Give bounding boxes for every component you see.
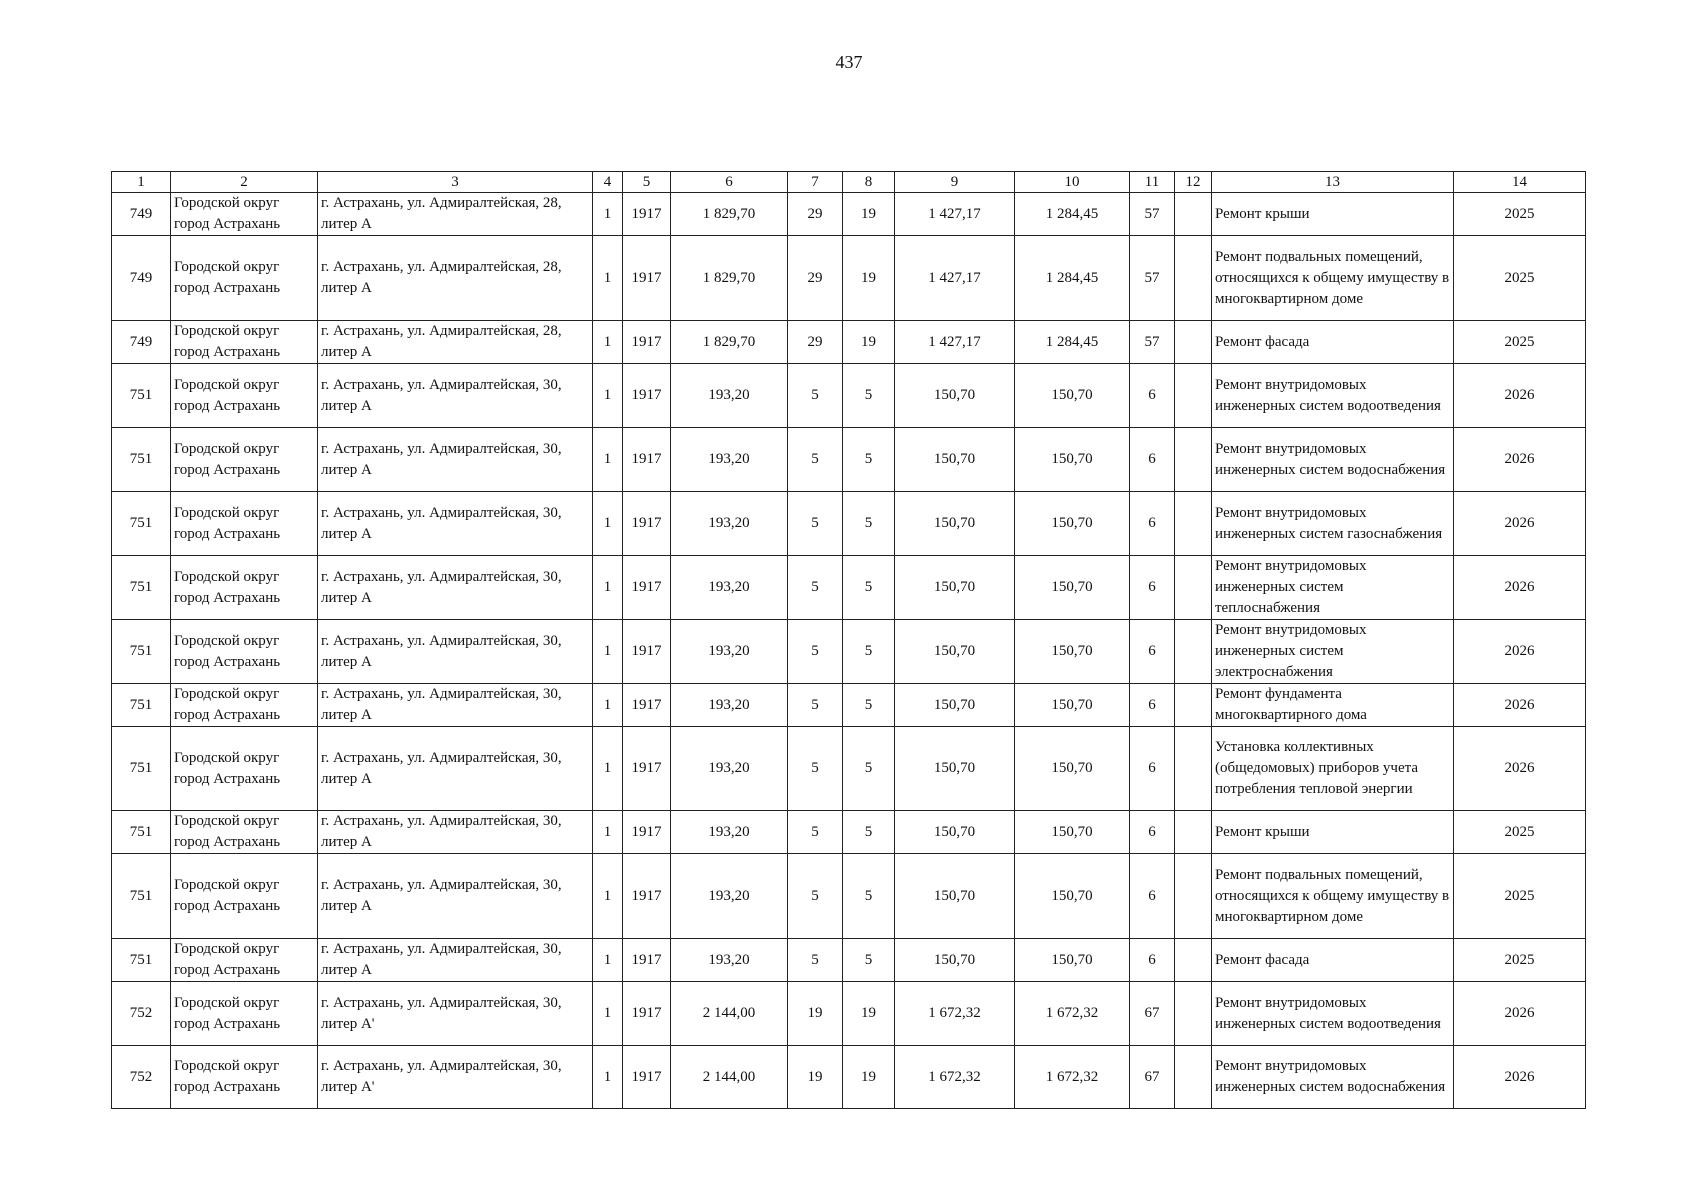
cell-total-area: 1 829,70 xyxy=(671,193,788,236)
cell-col-7-value: 5 xyxy=(788,727,843,811)
cell-total-area: 193,20 xyxy=(671,620,788,684)
cell-total-area: 193,20 xyxy=(671,364,788,428)
cell-year-built: 1917 xyxy=(623,492,671,556)
cell-planned-year: 2026 xyxy=(1454,364,1586,428)
cell-year-built: 1917 xyxy=(623,321,671,364)
cell-planned-year: 2026 xyxy=(1454,684,1586,727)
cell-address: г. Астрахань, ул. Адмиралтейская, 30, литер А xyxy=(318,620,593,684)
cell-col-10-value: 1 284,45 xyxy=(1015,236,1130,321)
cell-municipality: Городской округ город Астрахань xyxy=(171,556,318,620)
cell-year-built: 1917 xyxy=(623,193,671,236)
cell-col-12-value xyxy=(1175,727,1212,811)
cell-col-11-value: 57 xyxy=(1130,193,1175,236)
page-number: 437 xyxy=(835,52,863,72)
cell-col-9-value: 150,70 xyxy=(895,939,1015,982)
column-header-8: 8 xyxy=(843,172,895,193)
cell-col-10-value: 150,70 xyxy=(1015,364,1130,428)
cell-row-number: 751 xyxy=(112,854,171,939)
cell-row-number: 749 xyxy=(112,321,171,364)
column-header-7: 7 xyxy=(788,172,843,193)
cell-col-11-value: 6 xyxy=(1130,492,1175,556)
cell-col-9-value: 1 427,17 xyxy=(895,193,1015,236)
cell-address: г. Астрахань, ул. Адмиралтейская, 30, литер А' xyxy=(318,1046,593,1109)
cell-col-8-value: 5 xyxy=(843,939,895,982)
cell-year-built: 1917 xyxy=(623,556,671,620)
cell-col-4-value: 1 xyxy=(593,556,623,620)
cell-col-11-value: 6 xyxy=(1130,939,1175,982)
cell-col-4-value: 1 xyxy=(593,428,623,492)
cell-col-9-value: 1 672,32 xyxy=(895,1046,1015,1109)
cell-col-8-value: 5 xyxy=(843,854,895,939)
table-row xyxy=(112,727,1586,811)
table-row xyxy=(112,428,1586,492)
cell-col-4-value: 1 xyxy=(593,364,623,428)
column-header-12: 12 xyxy=(1175,172,1212,193)
cell-col-7-value: 19 xyxy=(788,1046,843,1109)
registry-table xyxy=(111,171,1586,1109)
cell-year-built: 1917 xyxy=(623,811,671,854)
cell-address: г. Астрахань, ул. Адмиралтейская, 30, литер А xyxy=(318,492,593,556)
cell-col-9-value: 150,70 xyxy=(895,811,1015,854)
cell-col-12-value xyxy=(1175,939,1212,982)
cell-col-7-value: 5 xyxy=(788,939,843,982)
cell-year-built: 1917 xyxy=(623,364,671,428)
cell-work-type: Ремонт внутридомовых инженерных систем водоснабжения xyxy=(1212,428,1454,492)
header-row xyxy=(112,172,1586,193)
cell-row-number: 751 xyxy=(112,939,171,982)
cell-planned-year: 2025 xyxy=(1454,811,1586,854)
cell-total-area: 193,20 xyxy=(671,428,788,492)
cell-col-11-value: 6 xyxy=(1130,428,1175,492)
cell-planned-year: 2026 xyxy=(1454,556,1586,620)
cell-col-8-value: 19 xyxy=(843,193,895,236)
cell-total-area: 1 829,70 xyxy=(671,236,788,321)
cell-col-4-value: 1 xyxy=(593,1046,623,1109)
cell-address: г. Астрахань, ул. Адмиралтейская, 30, литер А xyxy=(318,556,593,620)
cell-address: г. Астрахань, ул. Адмиралтейская, 30, литер А xyxy=(318,428,593,492)
cell-address: г. Астрахань, ул. Адмиралтейская, 28, литер А xyxy=(318,321,593,364)
cell-work-type: Ремонт внутридомовых инженерных систем теплоснабжения xyxy=(1212,556,1454,620)
cell-col-10-value: 150,70 xyxy=(1015,684,1130,727)
column-header-9: 9 xyxy=(895,172,1015,193)
cell-total-area: 2 144,00 xyxy=(671,982,788,1046)
cell-col-12-value xyxy=(1175,428,1212,492)
cell-work-type: Ремонт фасада xyxy=(1212,939,1454,982)
table-row xyxy=(112,193,1586,236)
cell-col-7-value: 5 xyxy=(788,811,843,854)
cell-col-12-value xyxy=(1175,684,1212,727)
cell-col-7-value: 29 xyxy=(788,193,843,236)
cell-planned-year: 2026 xyxy=(1454,492,1586,556)
cell-col-9-value: 150,70 xyxy=(895,492,1015,556)
table-row xyxy=(112,854,1586,939)
column-header-3: 3 xyxy=(318,172,593,193)
cell-col-12-value xyxy=(1175,982,1212,1046)
cell-col-12-value xyxy=(1175,492,1212,556)
cell-col-12-value xyxy=(1175,236,1212,321)
cell-work-type: Ремонт внутридомовых инженерных систем водоотведения xyxy=(1212,364,1454,428)
cell-col-10-value: 150,70 xyxy=(1015,811,1130,854)
cell-work-type: Ремонт внутридомовых инженерных систем газоснабжения xyxy=(1212,492,1454,556)
cell-col-9-value: 150,70 xyxy=(895,556,1015,620)
table-row xyxy=(112,620,1586,684)
cell-col-9-value: 150,70 xyxy=(895,684,1015,727)
cell-work-type: Ремонт крыши xyxy=(1212,811,1454,854)
cell-col-7-value: 29 xyxy=(788,236,843,321)
cell-row-number: 752 xyxy=(112,1046,171,1109)
table-row xyxy=(112,939,1586,982)
cell-year-built: 1917 xyxy=(623,620,671,684)
cell-row-number: 751 xyxy=(112,684,171,727)
cell-col-11-value: 6 xyxy=(1130,727,1175,811)
cell-col-9-value: 1 672,32 xyxy=(895,982,1015,1046)
column-header-14: 14 xyxy=(1454,172,1586,193)
cell-col-8-value: 19 xyxy=(843,982,895,1046)
cell-work-type: Ремонт подвальных помещений, относящихся к общему имуществу в многоквартирном доме xyxy=(1212,236,1454,321)
cell-col-11-value: 6 xyxy=(1130,556,1175,620)
cell-col-10-value: 150,70 xyxy=(1015,939,1130,982)
cell-total-area: 2 144,00 xyxy=(671,1046,788,1109)
cell-municipality: Городской округ город Астрахань xyxy=(171,854,318,939)
cell-col-8-value: 19 xyxy=(843,1046,895,1109)
table-row xyxy=(112,364,1586,428)
cell-planned-year: 2025 xyxy=(1454,193,1586,236)
cell-col-4-value: 1 xyxy=(593,236,623,321)
table-body xyxy=(112,193,1586,1109)
cell-col-9-value: 1 427,17 xyxy=(895,321,1015,364)
column-header-6: 6 xyxy=(671,172,788,193)
cell-address: г. Астрахань, ул. Адмиралтейская, 30, литер А xyxy=(318,811,593,854)
cell-col-7-value: 29 xyxy=(788,321,843,364)
cell-year-built: 1917 xyxy=(623,727,671,811)
cell-planned-year: 2026 xyxy=(1454,428,1586,492)
cell-col-4-value: 1 xyxy=(593,939,623,982)
column-header-10: 10 xyxy=(1015,172,1130,193)
cell-col-11-value: 67 xyxy=(1130,1046,1175,1109)
cell-col-12-value xyxy=(1175,811,1212,854)
cell-year-built: 1917 xyxy=(623,236,671,321)
cell-row-number: 751 xyxy=(112,727,171,811)
cell-planned-year: 2026 xyxy=(1454,727,1586,811)
cell-col-4-value: 1 xyxy=(593,193,623,236)
table-row xyxy=(112,492,1586,556)
cell-planned-year: 2026 xyxy=(1454,982,1586,1046)
cell-col-10-value: 150,70 xyxy=(1015,727,1130,811)
cell-work-type: Ремонт внутридомовых инженерных систем водоснабжения xyxy=(1212,1046,1454,1109)
cell-col-4-value: 1 xyxy=(593,811,623,854)
cell-row-number: 751 xyxy=(112,428,171,492)
cell-row-number: 751 xyxy=(112,556,171,620)
cell-year-built: 1917 xyxy=(623,939,671,982)
cell-municipality: Городской округ город Астрахань xyxy=(171,1046,318,1109)
cell-total-area: 193,20 xyxy=(671,939,788,982)
cell-col-8-value: 5 xyxy=(843,556,895,620)
cell-total-area: 193,20 xyxy=(671,684,788,727)
cell-col-12-value xyxy=(1175,321,1212,364)
cell-planned-year: 2026 xyxy=(1454,1046,1586,1109)
cell-municipality: Городской округ город Астрахань xyxy=(171,939,318,982)
cell-planned-year: 2025 xyxy=(1454,321,1586,364)
cell-total-area: 193,20 xyxy=(671,556,788,620)
cell-col-4-value: 1 xyxy=(593,620,623,684)
cell-col-8-value: 5 xyxy=(843,428,895,492)
cell-municipality: Городской округ город Астрахань xyxy=(171,428,318,492)
column-header-1: 1 xyxy=(112,172,171,193)
column-header-4: 4 xyxy=(593,172,623,193)
cell-col-4-value: 1 xyxy=(593,492,623,556)
cell-total-area: 193,20 xyxy=(671,854,788,939)
cell-total-area: 193,20 xyxy=(671,492,788,556)
cell-col-7-value: 5 xyxy=(788,364,843,428)
cell-work-type: Ремонт фасада xyxy=(1212,321,1454,364)
cell-col-9-value: 150,70 xyxy=(895,620,1015,684)
cell-address: г. Астрахань, ул. Адмиралтейская, 28, литер А xyxy=(318,193,593,236)
table-row xyxy=(112,982,1586,1046)
cell-municipality: Городской округ город Астрахань xyxy=(171,321,318,364)
column-header-5: 5 xyxy=(623,172,671,193)
cell-work-type: Ремонт подвальных помещений, относящихся к общему имуществу в многоквартирном доме xyxy=(1212,854,1454,939)
cell-total-area: 193,20 xyxy=(671,811,788,854)
cell-work-type: Ремонт внутридомовых инженерных систем водоотведения xyxy=(1212,982,1454,1046)
cell-year-built: 1917 xyxy=(623,854,671,939)
cell-address: г. Астрахань, ул. Адмиралтейская, 30, литер А' xyxy=(318,982,593,1046)
cell-col-11-value: 6 xyxy=(1130,854,1175,939)
cell-col-12-value xyxy=(1175,854,1212,939)
cell-planned-year: 2025 xyxy=(1454,236,1586,321)
cell-municipality: Городской округ город Астрахань xyxy=(171,492,318,556)
cell-col-10-value: 150,70 xyxy=(1015,620,1130,684)
cell-work-type: Ремонт фундамента многоквартирного дома xyxy=(1212,684,1454,727)
cell-col-7-value: 5 xyxy=(788,428,843,492)
cell-year-built: 1917 xyxy=(623,684,671,727)
cell-col-10-value: 150,70 xyxy=(1015,428,1130,492)
cell-municipality: Городской округ город Астрахань xyxy=(171,364,318,428)
cell-col-8-value: 19 xyxy=(843,236,895,321)
cell-row-number: 751 xyxy=(112,364,171,428)
cell-col-9-value: 1 427,17 xyxy=(895,236,1015,321)
cell-address: г. Астрахань, ул. Адмиралтейская, 30, литер А xyxy=(318,684,593,727)
column-header-2: 2 xyxy=(171,172,318,193)
cell-work-type: Ремонт крыши xyxy=(1212,193,1454,236)
cell-col-10-value: 1 284,45 xyxy=(1015,193,1130,236)
cell-row-number: 751 xyxy=(112,620,171,684)
cell-col-8-value: 5 xyxy=(843,811,895,854)
cell-year-built: 1917 xyxy=(623,982,671,1046)
cell-municipality: Городской округ город Астрахань xyxy=(171,620,318,684)
cell-work-type: Ремонт внутридомовых инженерных систем электроснабжения xyxy=(1212,620,1454,684)
cell-col-11-value: 6 xyxy=(1130,811,1175,854)
cell-col-12-value xyxy=(1175,364,1212,428)
cell-col-10-value: 150,70 xyxy=(1015,556,1130,620)
cell-col-10-value: 1 672,32 xyxy=(1015,982,1130,1046)
cell-address: г. Астрахань, ул. Адмиралтейская, 30, литер А xyxy=(318,364,593,428)
cell-col-12-value xyxy=(1175,1046,1212,1109)
cell-planned-year: 2025 xyxy=(1454,854,1586,939)
cell-planned-year: 2025 xyxy=(1454,939,1586,982)
cell-col-7-value: 5 xyxy=(788,854,843,939)
cell-address: г. Астрахань, ул. Адмиралтейская, 30, литер А xyxy=(318,854,593,939)
cell-col-11-value: 6 xyxy=(1130,620,1175,684)
cell-col-11-value: 57 xyxy=(1130,236,1175,321)
cell-col-7-value: 5 xyxy=(788,556,843,620)
cell-col-10-value: 150,70 xyxy=(1015,492,1130,556)
table-row xyxy=(112,684,1586,727)
cell-row-number: 751 xyxy=(112,811,171,854)
cell-col-10-value: 1 284,45 xyxy=(1015,321,1130,364)
cell-col-7-value: 5 xyxy=(788,684,843,727)
cell-col-9-value: 150,70 xyxy=(895,854,1015,939)
cell-row-number: 752 xyxy=(112,982,171,1046)
cell-col-11-value: 6 xyxy=(1130,364,1175,428)
cell-year-built: 1917 xyxy=(623,1046,671,1109)
cell-municipality: Городской округ город Астрахань xyxy=(171,193,318,236)
cell-col-4-value: 1 xyxy=(593,321,623,364)
cell-col-9-value: 150,70 xyxy=(895,364,1015,428)
cell-municipality: Городской округ город Астрахань xyxy=(171,236,318,321)
cell-year-built: 1917 xyxy=(623,428,671,492)
cell-col-4-value: 1 xyxy=(593,684,623,727)
cell-col-10-value: 150,70 xyxy=(1015,854,1130,939)
cell-municipality: Городской округ город Астрахань xyxy=(171,811,318,854)
cell-col-8-value: 5 xyxy=(843,364,895,428)
table-row xyxy=(112,556,1586,620)
cell-col-12-value xyxy=(1175,193,1212,236)
cell-col-8-value: 19 xyxy=(843,321,895,364)
cell-total-area: 1 829,70 xyxy=(671,321,788,364)
cell-total-area: 193,20 xyxy=(671,727,788,811)
cell-col-4-value: 1 xyxy=(593,854,623,939)
cell-col-11-value: 67 xyxy=(1130,982,1175,1046)
column-header-13: 13 xyxy=(1212,172,1454,193)
table-row xyxy=(112,811,1586,854)
cell-row-number: 749 xyxy=(112,236,171,321)
cell-municipality: Городской округ город Астрахань xyxy=(171,684,318,727)
table-row xyxy=(112,236,1586,321)
cell-municipality: Городской округ город Астрахань xyxy=(171,727,318,811)
cell-col-12-value xyxy=(1175,556,1212,620)
cell-municipality: Городской округ город Астрахань xyxy=(171,982,318,1046)
column-header-11: 11 xyxy=(1130,172,1175,193)
cell-col-12-value xyxy=(1175,620,1212,684)
cell-col-9-value: 150,70 xyxy=(895,428,1015,492)
cell-col-7-value: 19 xyxy=(788,982,843,1046)
cell-col-8-value: 5 xyxy=(843,727,895,811)
cell-address: г. Астрахань, ул. Адмиралтейская, 28, литер А xyxy=(318,236,593,321)
table-row xyxy=(112,1046,1586,1109)
cell-address: г. Астрахань, ул. Адмиралтейская, 30, литер А xyxy=(318,939,593,982)
cell-address: г. Астрахань, ул. Адмиралтейская, 30, литер А xyxy=(318,727,593,811)
cell-col-9-value: 150,70 xyxy=(895,727,1015,811)
cell-row-number: 751 xyxy=(112,492,171,556)
cell-col-4-value: 1 xyxy=(593,982,623,1046)
cell-col-8-value: 5 xyxy=(843,492,895,556)
cell-col-8-value: 5 xyxy=(843,684,895,727)
cell-col-4-value: 1 xyxy=(593,727,623,811)
cell-col-7-value: 5 xyxy=(788,492,843,556)
table-row xyxy=(112,321,1586,364)
cell-col-11-value: 57 xyxy=(1130,321,1175,364)
cell-col-7-value: 5 xyxy=(788,620,843,684)
cell-col-11-value: 6 xyxy=(1130,684,1175,727)
cell-col-10-value: 1 672,32 xyxy=(1015,1046,1130,1109)
cell-work-type: Установка коллективных (общедомовых) приборов учета потребления тепловой энергии xyxy=(1212,727,1454,811)
cell-planned-year: 2026 xyxy=(1454,620,1586,684)
cell-row-number: 749 xyxy=(112,193,171,236)
cell-col-8-value: 5 xyxy=(843,620,895,684)
